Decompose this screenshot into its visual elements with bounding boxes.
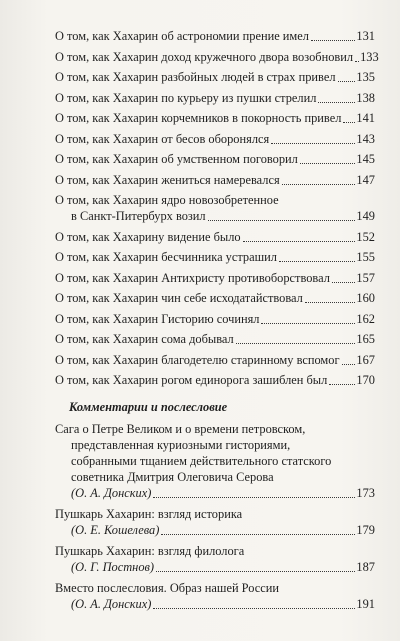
toc-entry-page: 131 xyxy=(356,29,375,43)
dot-leader xyxy=(329,383,355,385)
dot-leader xyxy=(311,39,355,41)
toc-entry-page: 162 xyxy=(356,311,375,326)
dot-leader xyxy=(208,219,356,221)
toc-entry xyxy=(55,172,375,188)
toc-entry xyxy=(55,311,375,327)
toc-entry-page: 143 xyxy=(356,131,375,146)
toc-entry-title: О том, как Хахарин бесчинника устрашил xyxy=(55,250,277,264)
toc-entry xyxy=(55,151,375,167)
toc-entry xyxy=(55,69,375,85)
dot-leader xyxy=(318,101,355,103)
dot-leader xyxy=(300,162,356,164)
commentary-title-line: представленная куриозными гисториями, xyxy=(71,438,291,452)
toc-entry xyxy=(55,90,375,106)
table-of-contents xyxy=(55,28,379,617)
toc-entry-page: 160 xyxy=(356,291,375,305)
toc-entry-title: О том, как Хахарин чин себе исходатайствовал xyxy=(55,291,303,305)
toc-entry-page: 152 xyxy=(356,229,375,244)
commentary-title-line: советника Дмитрия Олеговича Серова xyxy=(71,470,274,484)
toc-entry xyxy=(55,290,375,306)
commentary-entry xyxy=(55,506,375,538)
dot-leader xyxy=(342,363,356,365)
toc-entry-title: О том, как Хахарину видение было xyxy=(55,229,241,244)
toc-entry-title: О том, как Хахарин разбойных людей в страх привел xyxy=(55,70,336,84)
dot-leader xyxy=(279,260,355,262)
toc-entry xyxy=(55,131,375,147)
commentary-title-line: Пушкарь Хахарин: взгляд историка xyxy=(55,507,243,521)
toc-entry-title: О том, как Хахарин Антихристу противоборствовал xyxy=(55,270,330,285)
toc-entry-title: О том, как Хахарин рогом единорога зашиблен был xyxy=(55,373,328,387)
commentary-title-line: собранными тщанием действительного статского xyxy=(71,454,332,468)
toc-entry-title-line2: в Санкт-Питербурх возил xyxy=(71,209,206,223)
commentary-title-line: Пушкарь Хахарин: взгляд филолога xyxy=(55,544,245,558)
commentary-entry xyxy=(55,580,375,612)
commentary-author: (О. А. Донских) xyxy=(71,597,152,611)
commentary-page: 173 xyxy=(356,486,375,500)
toc-entry xyxy=(55,192,375,224)
toc-entry-page: 138 xyxy=(356,90,375,105)
toc-entry-title: О том, как Хахарин об умственном поговорил xyxy=(55,152,298,166)
toc-entry-title: О том, как Хахарин по курьеру из пушки стрелил xyxy=(55,90,317,105)
commentary-entry xyxy=(55,421,375,501)
toc-entry-page: 149 xyxy=(356,209,375,223)
dot-leader xyxy=(161,533,355,535)
toc-entry-title: О том, как Хахарин сома добывал xyxy=(55,332,234,346)
toc-entry-title: О том, как Хахарин Гисторию сочинял xyxy=(55,311,260,326)
toc-entry xyxy=(55,28,375,44)
toc-entry-page: 170 xyxy=(356,373,375,387)
toc-entry-title: О том, как Хахарин от бесов оборонялся xyxy=(55,131,270,146)
toc-entry xyxy=(55,331,375,347)
toc-entry-page: 147 xyxy=(356,172,375,187)
commentary-author: (О. Е. Кошелева) xyxy=(71,523,160,537)
toc-entry-title: О том, как Хахарин об астрономии прение имел xyxy=(55,29,309,43)
toc-entry-page: 141 xyxy=(356,111,375,125)
toc-entry-title: О том, как Хахарин благодетелю старинному вспомог xyxy=(55,352,340,367)
dot-leader xyxy=(343,121,355,123)
dot-leader xyxy=(236,342,356,344)
commentary-title-line: Вместо послесловия. Образ нашей России xyxy=(55,581,280,595)
toc-entry-title-line1: О том, как Хахарин ядро новозобретенное xyxy=(55,193,279,207)
toc-entry xyxy=(55,352,375,368)
dot-leader xyxy=(243,240,356,242)
toc-entry-page: 155 xyxy=(356,250,375,264)
dot-leader xyxy=(282,183,356,185)
commentary-page: 191 xyxy=(356,597,375,611)
toc-entry xyxy=(55,229,375,245)
toc-entry-title: О том, как Хахарин доход кружечного двора возобновил xyxy=(55,49,354,64)
commentary-page: 179 xyxy=(356,523,375,537)
toc-entry-page: 135 xyxy=(356,70,375,84)
dot-leader xyxy=(153,607,355,609)
toc-entry-title: О том, как Хахарин корчемников в покорность привел xyxy=(55,111,342,125)
dot-leader xyxy=(153,496,355,498)
section-heading: Комментарии и послесловие xyxy=(69,400,228,414)
dot-leader xyxy=(355,60,359,62)
commentary-author: (О. Г. Постнов) xyxy=(71,560,155,574)
toc-entry-page: 157 xyxy=(356,270,375,285)
toc-entry xyxy=(55,49,379,65)
toc-entry xyxy=(55,110,375,126)
toc-entry-page: 167 xyxy=(356,352,375,367)
commentary-title-line: Сага о Петре Великом и о времени петровском, xyxy=(55,422,306,436)
dot-leader xyxy=(156,570,355,572)
dot-leader xyxy=(271,142,355,144)
dot-leader xyxy=(332,281,356,283)
commentary-page: 187 xyxy=(356,560,375,574)
toc-entry-page: 133 xyxy=(360,49,379,64)
toc-entry-title: О том, как Хахарин жениться намеревался xyxy=(55,172,280,187)
dot-leader xyxy=(338,80,356,82)
dot-leader xyxy=(305,301,356,303)
dot-leader xyxy=(261,322,355,324)
commentary-entry xyxy=(55,543,375,575)
toc-entry-page: 145 xyxy=(356,152,375,166)
toc-entry xyxy=(55,270,375,286)
toc-entry xyxy=(55,372,375,388)
toc-entry xyxy=(55,249,375,265)
commentary-author: (О. А. Донских) xyxy=(71,486,152,500)
toc-entry-page: 165 xyxy=(356,332,375,346)
